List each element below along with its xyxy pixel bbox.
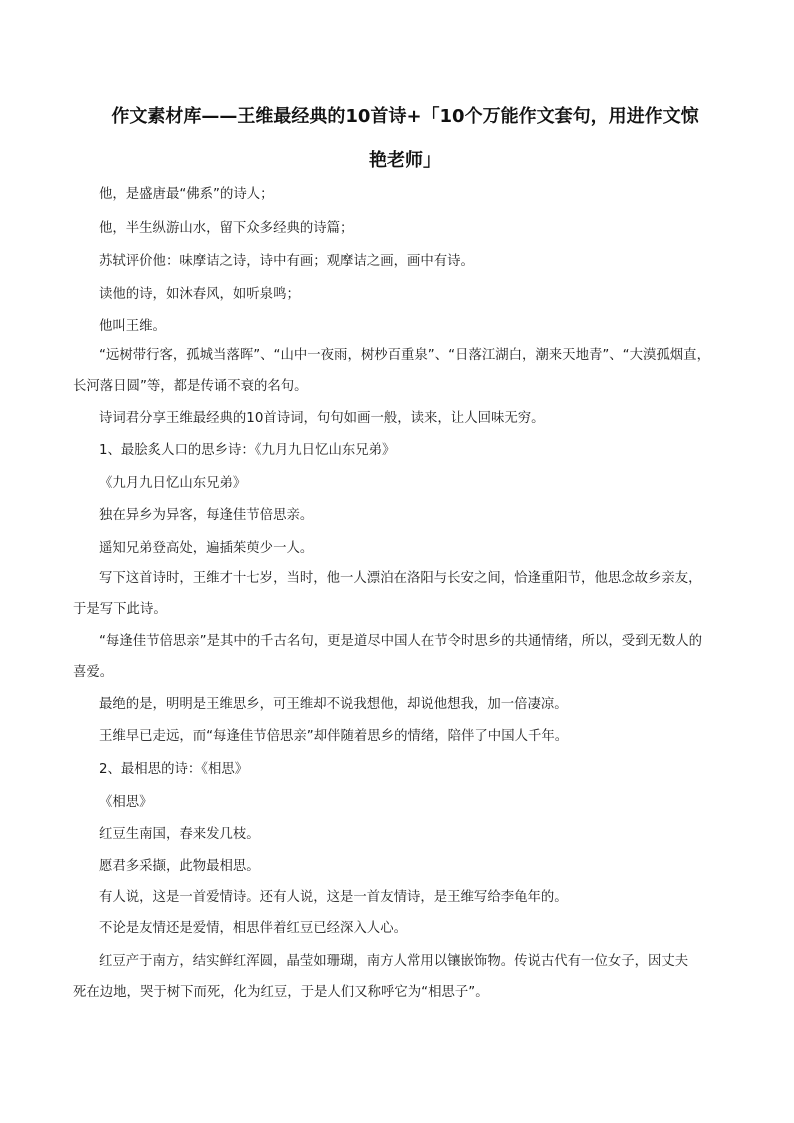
paragraph: 他，半生纵游山水，留下众多经典的诗篇； xyxy=(99,221,354,236)
paragraph: 他叫王维。 xyxy=(99,319,166,334)
document-title-line-2: 艳老师」 xyxy=(369,150,441,171)
paragraph-continuation: 喜爱。 xyxy=(73,665,114,680)
paragraph: 诗词君分享王维最经典的10首诗词，句句如画一般，读来，让人回味无穷。 xyxy=(99,411,545,426)
paragraph: 红豆产于南方，结实鲜红浑圆，晶莹如珊瑚，南方人常用以镶嵌饰物。传说古代有一位女子，因丈夫 xyxy=(99,954,689,969)
poem-line: 红豆生南国，春来发几枝。 xyxy=(99,827,260,842)
poem-title: 《九月九日忆山东兄弟》 xyxy=(99,476,247,491)
poem-line: 独在异乡为异客，每逢佳节倍思亲。 xyxy=(99,508,314,523)
paragraph: “每逢佳节倍思亲”是其中的千古名句，更是道尽中国人在节令时思乡的共通情绪，所以，受到无数人的 xyxy=(99,634,703,649)
paragraph: 王维早已走远，而“每逢佳节倍思亲”却伴随着思乡的情绪，陪伴了中国人千年。 xyxy=(99,729,569,744)
paragraph: 最绝的是，明明是王维思乡，可王维却不说我想他，却说他想我，加一倍凄凉。 xyxy=(99,697,568,712)
document-title-line-1: 作文素材库——王维最经典的10首诗+「10个万能作文套句，用进作文惊 xyxy=(111,106,699,127)
paragraph-continuation: 死在边地，哭于树下而死，化为红豆，于是人们又称呼它为“相思子”。 xyxy=(73,985,489,1000)
paragraph: 不论是友情还是爱情，相思伴着红豆已经深入人心。 xyxy=(99,921,407,936)
paragraph: “远树带行客，孤城当落晖”、“山中一夜雨，树杪百重泉”、“日落江湖白，潮来天地青”、“大漠孤烟直， xyxy=(99,348,710,363)
paragraph-continuation: 于是写下此诗。 xyxy=(73,602,167,617)
paragraph-continuation: 长河落日圆”等，都是传诵不衰的名句。 xyxy=(73,379,308,394)
paragraph: 他，是盛唐最“佛系”的诗人； xyxy=(99,187,274,202)
poem-title: 《相思》 xyxy=(99,795,153,810)
poem-line: 愿君多采撷，此物最相思。 xyxy=(99,859,260,874)
poem-line: 遥知兄弟登高处，遍插茱萸少一人。 xyxy=(99,541,314,556)
section-heading: 1、最脍炙人口的思乡诗：《九月九日忆山东兄弟》 xyxy=(99,443,396,458)
paragraph: 读他的诗，如沐春风，如听泉鸣； xyxy=(99,287,300,302)
paragraph: 写下这首诗时，王维才十七岁，当时，他一人漂泊在洛阳与长安之间，恰逢重阳节，他思念故乡亲友， xyxy=(99,571,702,586)
paragraph: 苏轼评价他：味摩诘之诗，诗中有画；观摩诘之画，画中有诗。 xyxy=(99,254,474,269)
section-heading: 2、最相思的诗：《相思》 xyxy=(99,762,249,777)
paragraph: 有人说，这是一首爱情诗。还有人说，这是一首友情诗，是王维写给李龟年的。 xyxy=(99,890,568,905)
